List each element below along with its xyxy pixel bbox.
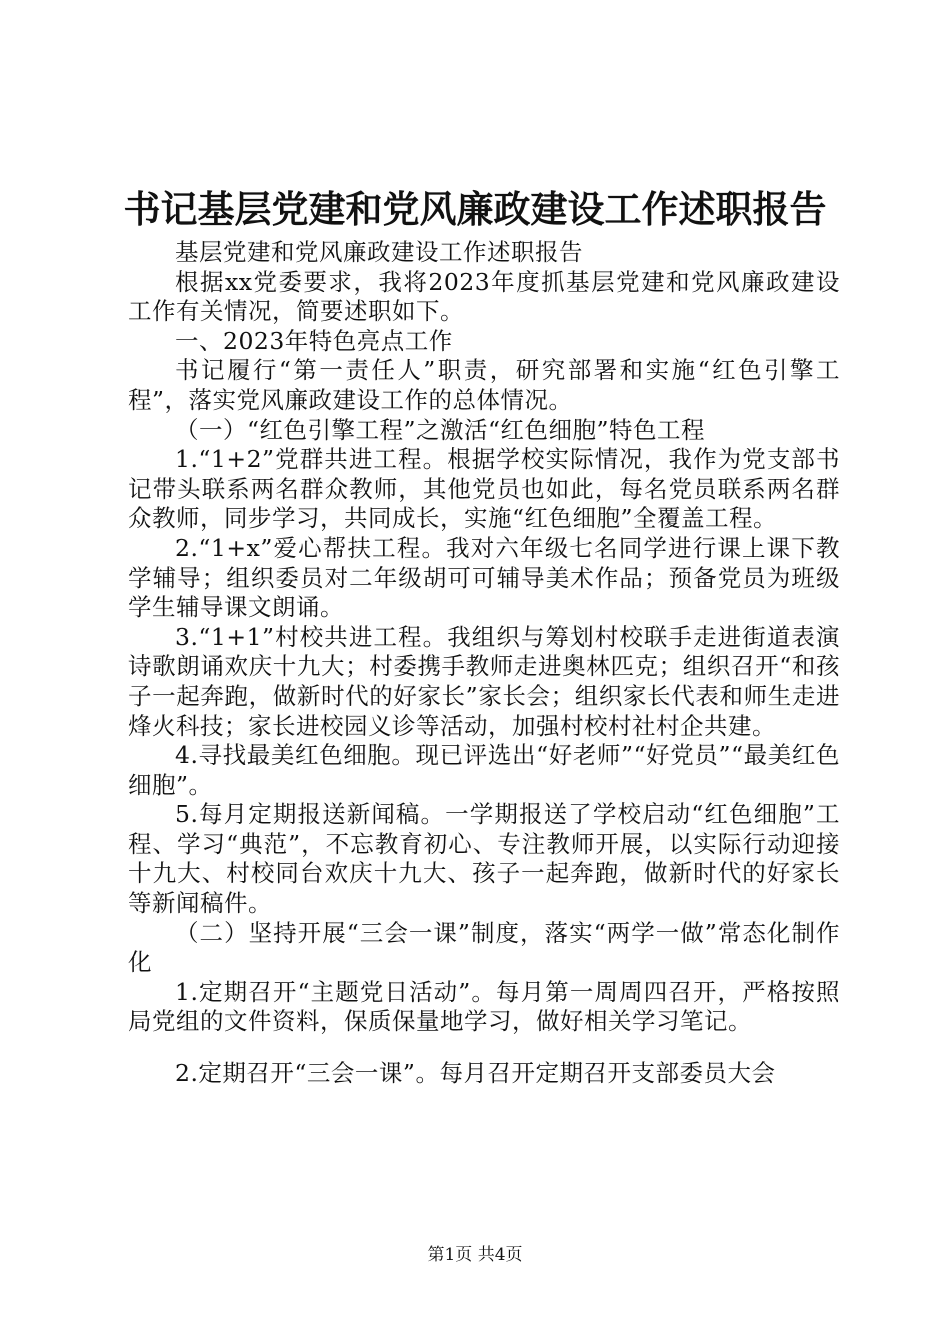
paragraph-item-2: 2.“1+x”爱心帮扶工程。我对六年级七名同学进行课上课下教学辅导；组织委员对二年级胡可可辅导美术作品；预备党员为班级学生辅导课文朗诵。: [128, 533, 840, 622]
paragraph-section-1-intro: 书记履行“第一责任人”职责，研究部署和实施“红色引擎工程”，落实党风廉政建设工作的总体情况。: [128, 356, 840, 414]
heading-section-1: 一、2023年特色亮点工作: [175, 326, 453, 355]
paragraph-item-4: 4.寻找最美红色细胞。现已评选出“好老师”“好党员”“最美红色细胞”。: [128, 741, 840, 799]
paragraph-item-1: 1.“1+2”党群共进工程。根据学校实际情况，我作为党支部书记带头联系两名群众教师，其他党员也如此，每名党员联系两名群众教师，同步学习，共同成长，实施“红色细胞”全覆盖工程。: [128, 445, 840, 533]
paragraph-subtitle: 基层党建和党风廉政建设工作述职报告: [175, 238, 583, 266]
paragraph-item-3: 3.“1+1”村校共进工程。我组织与筹划村校联手走进街道表演诗歌朗诵欢庆十九大；村委携手教师走进奥林匹克；组织召开“和孩子一起奔跑，做新时代的好家长”家长会；组织家长代表和师生走进烽火科技；家长进校园义诊等活动，加强村校村社村企共建。: [128, 622, 840, 740]
paragraph-subitem-1: 1.定期召开“主题党日活动”。每月第一周周四召开，严格按照局党组的文件资料，保质保量地学习，做好相关学习笔记。: [128, 977, 840, 1036]
paragraph-subitem-2: 2.定期召开“三会一课”。每月召开定期召开支部委员大会: [175, 1059, 776, 1088]
heading-subsection-1: （一）“红色引擎工程”之激活“红色细胞”特色工程: [175, 415, 706, 444]
heading-subsection-2: （二）坚持开展“三会一课”制度，落实“两学一做”常态化制作化: [128, 918, 840, 977]
document-body: [128, 238, 840, 1089]
document-title: 书记基层党建和党风廉政建设工作述职报告: [123, 187, 827, 231]
page-footer: 第1页 共4页: [427, 1245, 523, 1265]
paragraph-intro: 根据xx党委要求，我将2023年度抓基层党建和党风廉政建设工作有关情况，简要述职如下。: [128, 267, 840, 326]
paragraph-item-5: 5.每月定期报送新闻稿。一学期报送了学校启动“红色细胞”工程、学习“典范”，不忘教育初心、专注教师开展，以实际行动迎接十九大、村校同台欢庆十九大、孩子一起奔跑，做新时代的好家长等新闻稿件。: [128, 800, 840, 918]
